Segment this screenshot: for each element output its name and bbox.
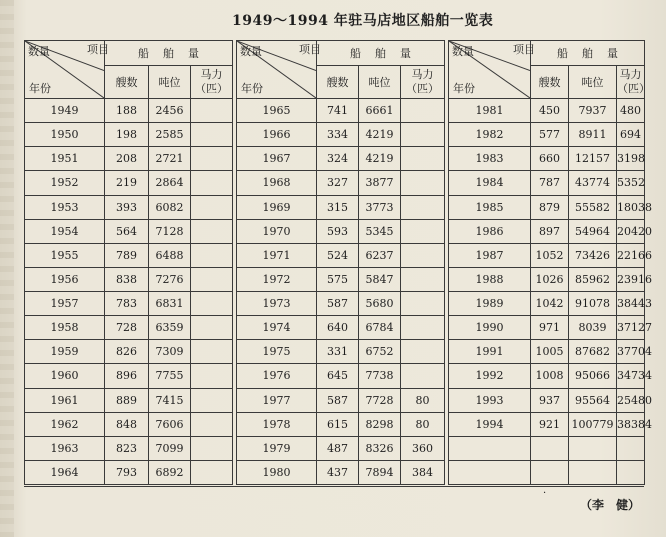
cell-horsepower <box>191 171 233 195</box>
cell-horsepower: 22166 <box>617 243 645 267</box>
author-attribution: （李 健） <box>580 498 641 512</box>
cell-year: 1981 <box>449 99 531 123</box>
cell-tonnage: 6661 <box>359 99 401 123</box>
cell-tonnage: 6752 <box>359 340 401 364</box>
cell-vessels: 971 <box>531 316 569 340</box>
cell-horsepower <box>401 316 445 340</box>
table-row <box>25 436 645 460</box>
cell-year: 1958 <box>25 316 105 340</box>
cell-horsepower: 480 <box>617 99 645 123</box>
cell-horsepower <box>617 460 645 484</box>
header-quantity-label: 数量 <box>28 45 50 58</box>
cell-tonnage: 4219 <box>359 147 401 171</box>
header-item-label: 项目 <box>87 43 109 56</box>
cell-horsepower <box>191 123 233 147</box>
table-row <box>25 412 645 436</box>
header-year-label: 年份 <box>241 82 263 95</box>
cell-vessels: 198 <box>105 123 149 147</box>
cell-horsepower <box>191 388 233 412</box>
cell-vessels: 879 <box>531 195 569 219</box>
cell-year: 1971 <box>237 243 317 267</box>
cell-vessels: 660 <box>531 147 569 171</box>
cell-year: 1970 <box>237 219 317 243</box>
table-row <box>25 171 645 195</box>
cell-vessels: 450 <box>531 99 569 123</box>
cell-tonnage: 7128 <box>149 219 191 243</box>
cell-tonnage: 6831 <box>149 292 191 316</box>
table-row <box>25 388 645 412</box>
cell-horsepower: 37127 <box>617 316 645 340</box>
cell-year: 1956 <box>25 267 105 291</box>
cell-tonnage: 2456 <box>149 99 191 123</box>
cell-year: 1982 <box>449 123 531 147</box>
diagonal-header-cell <box>237 41 321 99</box>
cell-tonnage: 7276 <box>149 267 191 291</box>
cell-horsepower <box>191 99 233 123</box>
cell-horsepower <box>401 292 445 316</box>
table-body <box>25 99 652 485</box>
diagonal-header-cell <box>449 41 535 99</box>
cell-vessels: 848 <box>105 412 149 436</box>
cell-vessels: 640 <box>317 316 359 340</box>
cell-vessels: 393 <box>105 195 149 219</box>
cell-horsepower <box>401 340 445 364</box>
cell-year: 1978 <box>237 412 317 436</box>
cell-year <box>449 436 531 460</box>
cell-tonnage: 8911 <box>569 123 617 147</box>
col-header-horsepower: 马力（匹） <box>401 66 445 99</box>
cell-tonnage: 91078 <box>569 292 617 316</box>
cell-year: 1985 <box>449 195 531 219</box>
cell-vessels <box>531 460 569 484</box>
cell-vessels: 331 <box>317 340 359 364</box>
cell-tonnage: 2721 <box>149 147 191 171</box>
col-header-horsepower: 马力（匹） <box>617 66 645 99</box>
header-year-label: 年份 <box>453 82 475 95</box>
cell-vessels: 787 <box>531 171 569 195</box>
cell-horsepower <box>191 364 233 388</box>
cell-tonnage: 7937 <box>569 99 617 123</box>
cell-tonnage: 7894 <box>359 460 401 484</box>
cell-vessels: 645 <box>317 364 359 388</box>
cell-year: 1959 <box>25 340 105 364</box>
cell-horsepower <box>191 316 233 340</box>
table-row <box>25 460 645 484</box>
cell-year: 1990 <box>449 316 531 340</box>
cell-tonnage: 87682 <box>569 340 617 364</box>
col-header-tonnage: 吨位 <box>359 66 401 99</box>
cell-year: 1957 <box>25 292 105 316</box>
cell-tonnage: 5345 <box>359 219 401 243</box>
cell-vessels: 838 <box>105 267 149 291</box>
cell-vessels: 219 <box>105 171 149 195</box>
cell-vessels: 188 <box>105 99 149 123</box>
cell-tonnage: 7738 <box>359 364 401 388</box>
cell-year: 1965 <box>237 99 317 123</box>
cell-tonnage: 7099 <box>149 436 191 460</box>
table-row <box>25 147 645 171</box>
header-quantity-label: 数量 <box>240 45 262 58</box>
cell-horsepower: 25480 <box>617 388 645 412</box>
ship-statistics-table <box>24 40 652 485</box>
table-title: 1949～1994 年驻马店地区船舶一览表 <box>232 13 494 29</box>
cell-tonnage: 100779 <box>569 412 617 436</box>
cell-tonnage: 4219 <box>359 123 401 147</box>
cell-tonnage: 7309 <box>149 340 191 364</box>
cell-tonnage: 8298 <box>359 412 401 436</box>
cell-vessels: 1042 <box>531 292 569 316</box>
cell-horsepower: 694 <box>617 123 645 147</box>
cell-horsepower <box>401 267 445 291</box>
cell-vessels: 1005 <box>531 340 569 364</box>
ship-quantity-group-header: 船舶量 <box>531 41 645 66</box>
cell-year: 1976 <box>237 364 317 388</box>
cell-year: 1992 <box>449 364 531 388</box>
cell-vessels: 789 <box>105 243 149 267</box>
cell-vessels: 577 <box>531 123 569 147</box>
cell-year: 1991 <box>449 340 531 364</box>
cell-horsepower: 23916 <box>617 267 645 291</box>
cell-horsepower <box>401 171 445 195</box>
cell-tonnage: 6784 <box>359 316 401 340</box>
ship-quantity-group-header: 船舶量 <box>317 41 445 66</box>
cell-year: 1980 <box>237 460 317 484</box>
cell-horsepower: 18038 <box>617 195 645 219</box>
adjacent-page-edge <box>0 0 14 537</box>
cell-year <box>449 460 531 484</box>
cell-horsepower <box>401 219 445 243</box>
cell-horsepower <box>401 99 445 123</box>
cell-horsepower <box>401 364 445 388</box>
cell-vessels: 487 <box>317 436 359 460</box>
cell-year: 1984 <box>449 171 531 195</box>
cell-tonnage: 8326 <box>359 436 401 460</box>
table-row <box>25 99 645 123</box>
cell-vessels: 615 <box>317 412 359 436</box>
cell-year: 1969 <box>237 195 317 219</box>
cell-vessels: 741 <box>317 99 359 123</box>
cell-horsepower <box>191 219 233 243</box>
table-row <box>25 292 645 316</box>
cell-horsepower <box>191 267 233 291</box>
cell-tonnage: 8039 <box>569 316 617 340</box>
cell-horsepower: 20420 <box>617 219 645 243</box>
cell-tonnage: 7415 <box>149 388 191 412</box>
cell-tonnage <box>569 436 617 460</box>
cell-year: 1960 <box>25 364 105 388</box>
cell-year: 1993 <box>449 388 531 412</box>
col-header-vessels: 艘数 <box>531 66 569 99</box>
cell-year: 1983 <box>449 147 531 171</box>
cell-horsepower: 360 <box>401 436 445 460</box>
cell-horsepower <box>191 292 233 316</box>
cell-year: 1962 <box>25 412 105 436</box>
cell-year: 1988 <box>449 267 531 291</box>
cell-year: 1994 <box>449 412 531 436</box>
cell-vessels <box>531 436 569 460</box>
cell-tonnage: 12157 <box>569 147 617 171</box>
col-header-vessels: 艘数 <box>317 66 359 99</box>
cell-tonnage: 3877 <box>359 171 401 195</box>
table-row <box>25 267 645 291</box>
cell-vessels: 315 <box>317 195 359 219</box>
cell-vessels: 896 <box>105 364 149 388</box>
cell-tonnage: 2864 <box>149 171 191 195</box>
cell-year: 1972 <box>237 267 317 291</box>
cell-year: 1987 <box>449 243 531 267</box>
header-year-label: 年份 <box>29 82 51 95</box>
cell-horsepower <box>191 340 233 364</box>
cell-tonnage <box>569 460 617 484</box>
diagonal-header-cell <box>25 41 109 99</box>
header-quantity-label: 数量 <box>452 45 474 58</box>
stray-mark: · <box>543 488 547 499</box>
table-row <box>25 195 645 219</box>
cell-vessels: 889 <box>105 388 149 412</box>
cell-vessels: 524 <box>317 243 359 267</box>
cell-horsepower: 5352 <box>617 171 645 195</box>
cell-year: 1968 <box>237 171 317 195</box>
cell-tonnage: 2585 <box>149 123 191 147</box>
cell-year: 1963 <box>25 436 105 460</box>
cell-tonnage: 6359 <box>149 316 191 340</box>
cell-horsepower: 384 <box>401 460 445 484</box>
cell-year: 1975 <box>237 340 317 364</box>
cell-vessels: 334 <box>317 123 359 147</box>
cell-horsepower <box>191 460 233 484</box>
cell-vessels: 793 <box>105 460 149 484</box>
cell-year: 1986 <box>449 219 531 243</box>
cell-year: 1951 <box>25 147 105 171</box>
cell-vessels: 897 <box>531 219 569 243</box>
cell-horsepower <box>401 195 445 219</box>
cell-horsepower <box>191 243 233 267</box>
cell-vessels: 937 <box>531 388 569 412</box>
cell-tonnage: 7755 <box>149 364 191 388</box>
cell-horsepower <box>191 412 233 436</box>
cell-tonnage: 6237 <box>359 243 401 267</box>
cell-tonnage: 54964 <box>569 219 617 243</box>
cell-vessels: 1026 <box>531 267 569 291</box>
cell-tonnage: 7606 <box>149 412 191 436</box>
cell-horsepower: 34734 <box>617 364 645 388</box>
cell-year: 1974 <box>237 316 317 340</box>
col-header-horsepower: 马力（匹） <box>191 66 233 99</box>
cell-vessels: 324 <box>317 147 359 171</box>
table-row <box>25 243 645 267</box>
cell-year: 1967 <box>237 147 317 171</box>
cell-tonnage: 43774 <box>569 171 617 195</box>
cell-horsepower: 38443 <box>617 292 645 316</box>
cell-horsepower <box>191 436 233 460</box>
table-row <box>25 340 645 364</box>
cell-tonnage: 85962 <box>569 267 617 291</box>
cell-tonnage: 95066 <box>569 364 617 388</box>
cell-tonnage: 6082 <box>149 195 191 219</box>
cell-year: 1952 <box>25 171 105 195</box>
col-header-vessels: 艘数 <box>105 66 149 99</box>
table-row <box>25 123 645 147</box>
cell-tonnage: 55582 <box>569 195 617 219</box>
cell-vessels: 1052 <box>531 243 569 267</box>
cell-horsepower: 37704 <box>617 340 645 364</box>
cell-year: 1961 <box>25 388 105 412</box>
table-row <box>25 219 645 243</box>
table-row <box>25 364 645 388</box>
cell-horsepower <box>191 195 233 219</box>
cell-horsepower <box>617 436 645 460</box>
cell-horsepower: 38384 <box>617 412 645 436</box>
cell-vessels: 593 <box>317 219 359 243</box>
cell-vessels: 921 <box>531 412 569 436</box>
cell-vessels: 437 <box>317 460 359 484</box>
cell-horsepower <box>401 123 445 147</box>
cell-year: 1989 <box>449 292 531 316</box>
cell-vessels: 823 <box>105 436 149 460</box>
cell-year: 1966 <box>237 123 317 147</box>
cell-tonnage: 6488 <box>149 243 191 267</box>
footer-rule <box>24 486 644 487</box>
cell-tonnage: 3773 <box>359 195 401 219</box>
cell-horsepower: 80 <box>401 388 445 412</box>
cell-year: 1949 <box>25 99 105 123</box>
header-item-label: 项目 <box>299 43 321 56</box>
cell-tonnage: 7728 <box>359 388 401 412</box>
cell-horsepower: 3198 <box>617 147 645 171</box>
cell-horsepower <box>401 147 445 171</box>
cell-vessels: 575 <box>317 267 359 291</box>
cell-year: 1953 <box>25 195 105 219</box>
cell-vessels: 826 <box>105 340 149 364</box>
col-header-tonnage: 吨位 <box>569 66 617 99</box>
cell-vessels: 587 <box>317 292 359 316</box>
cell-horsepower <box>401 243 445 267</box>
cell-vessels: 783 <box>105 292 149 316</box>
cell-year: 1954 <box>25 219 105 243</box>
cell-vessels: 564 <box>105 219 149 243</box>
cell-year: 1950 <box>25 123 105 147</box>
cell-tonnage: 5680 <box>359 292 401 316</box>
cell-vessels: 587 <box>317 388 359 412</box>
cell-year: 1973 <box>237 292 317 316</box>
cell-tonnage: 73426 <box>569 243 617 267</box>
cell-horsepower <box>191 147 233 171</box>
cell-year: 1955 <box>25 243 105 267</box>
cell-year: 1979 <box>237 436 317 460</box>
cell-horsepower: 80 <box>401 412 445 436</box>
cell-vessels: 327 <box>317 171 359 195</box>
col-header-tonnage: 吨位 <box>149 66 191 99</box>
header-item-label: 项目 <box>513 43 535 56</box>
cell-tonnage: 6892 <box>149 460 191 484</box>
cell-tonnage: 5847 <box>359 267 401 291</box>
cell-tonnage: 95564 <box>569 388 617 412</box>
cell-vessels: 1008 <box>531 364 569 388</box>
cell-year: 1964 <box>25 460 105 484</box>
table-row <box>25 316 645 340</box>
table-header <box>25 41 650 99</box>
cell-vessels: 208 <box>105 147 149 171</box>
cell-vessels: 728 <box>105 316 149 340</box>
ship-quantity-group-header: 船舶量 <box>105 41 233 66</box>
cell-year: 1977 <box>237 388 317 412</box>
